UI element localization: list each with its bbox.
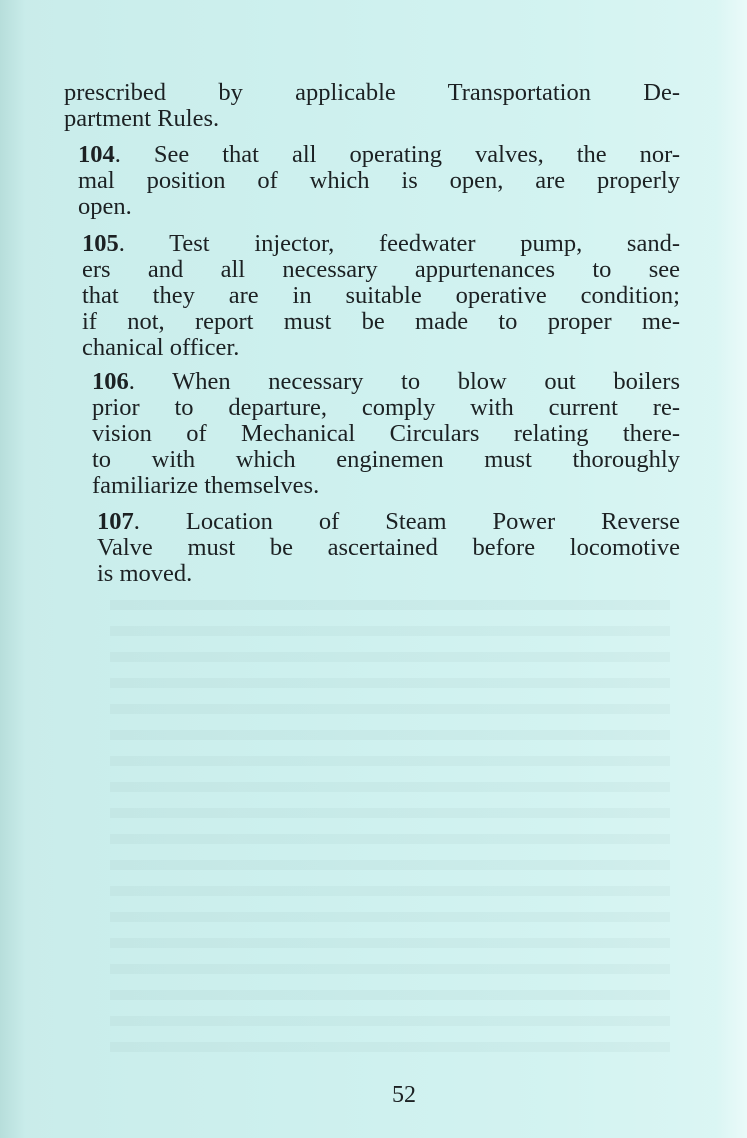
paragraph-line: ers and all necessary appurtenances to see: [82, 256, 680, 283]
rule-104: [78, 142, 680, 220]
page-right-edge: [717, 0, 747, 1138]
rule-text: . When necessary to blow out boilers: [128, 368, 680, 395]
page-binding-edge: [0, 0, 26, 1138]
paragraph-line: prescribed by applicable Transportation De-: [64, 79, 680, 106]
paragraph-line: familiarize themselves.: [92, 472, 320, 499]
paragraph-line: if not, report must be made to proper me-: [82, 308, 680, 335]
paragraph-line: [82, 231, 680, 257]
paragraph-line: that they are in suitable operative condition;: [82, 282, 680, 309]
rule-106: [92, 369, 680, 499]
paragraph-line: partment Rules.: [64, 105, 220, 132]
rule-number: 104: [78, 141, 115, 168]
paragraph-line: Valve must be ascertained before locomotive: [97, 534, 680, 561]
paragraph-line: chanical officer.: [82, 334, 240, 361]
rule-105: [82, 231, 680, 361]
rule-text: . See that all operating valves, the nor-: [114, 141, 680, 168]
rule-number: 105: [82, 230, 119, 257]
paragraph-line: [97, 509, 680, 535]
rule-107: [97, 509, 680, 587]
paragraph-line: prior to departure, comply with current re-: [92, 394, 680, 421]
rule-number: 107: [97, 508, 134, 535]
paragraph-line: [78, 142, 680, 168]
reverse-side-show-through: [110, 600, 670, 1060]
paragraph-line: open.: [78, 193, 132, 220]
paragraph-line: vision of Mechanical Circulars relating there-: [92, 420, 680, 447]
paragraph-line: mal position of which is open, are properly: [78, 167, 680, 194]
rule-number: 106: [92, 368, 129, 395]
page-number: 52: [392, 1082, 416, 1108]
rule-text: . Test injector, feedwater pump, sand-: [118, 230, 680, 257]
paragraph-line: to with which enginemen must thoroughly: [92, 446, 680, 473]
rule-text: . Location of Steam Power Reverse: [133, 508, 680, 535]
paragraph-line: is moved.: [97, 560, 193, 587]
continued-paragraph: [64, 80, 680, 132]
paragraph-line: [92, 369, 680, 395]
